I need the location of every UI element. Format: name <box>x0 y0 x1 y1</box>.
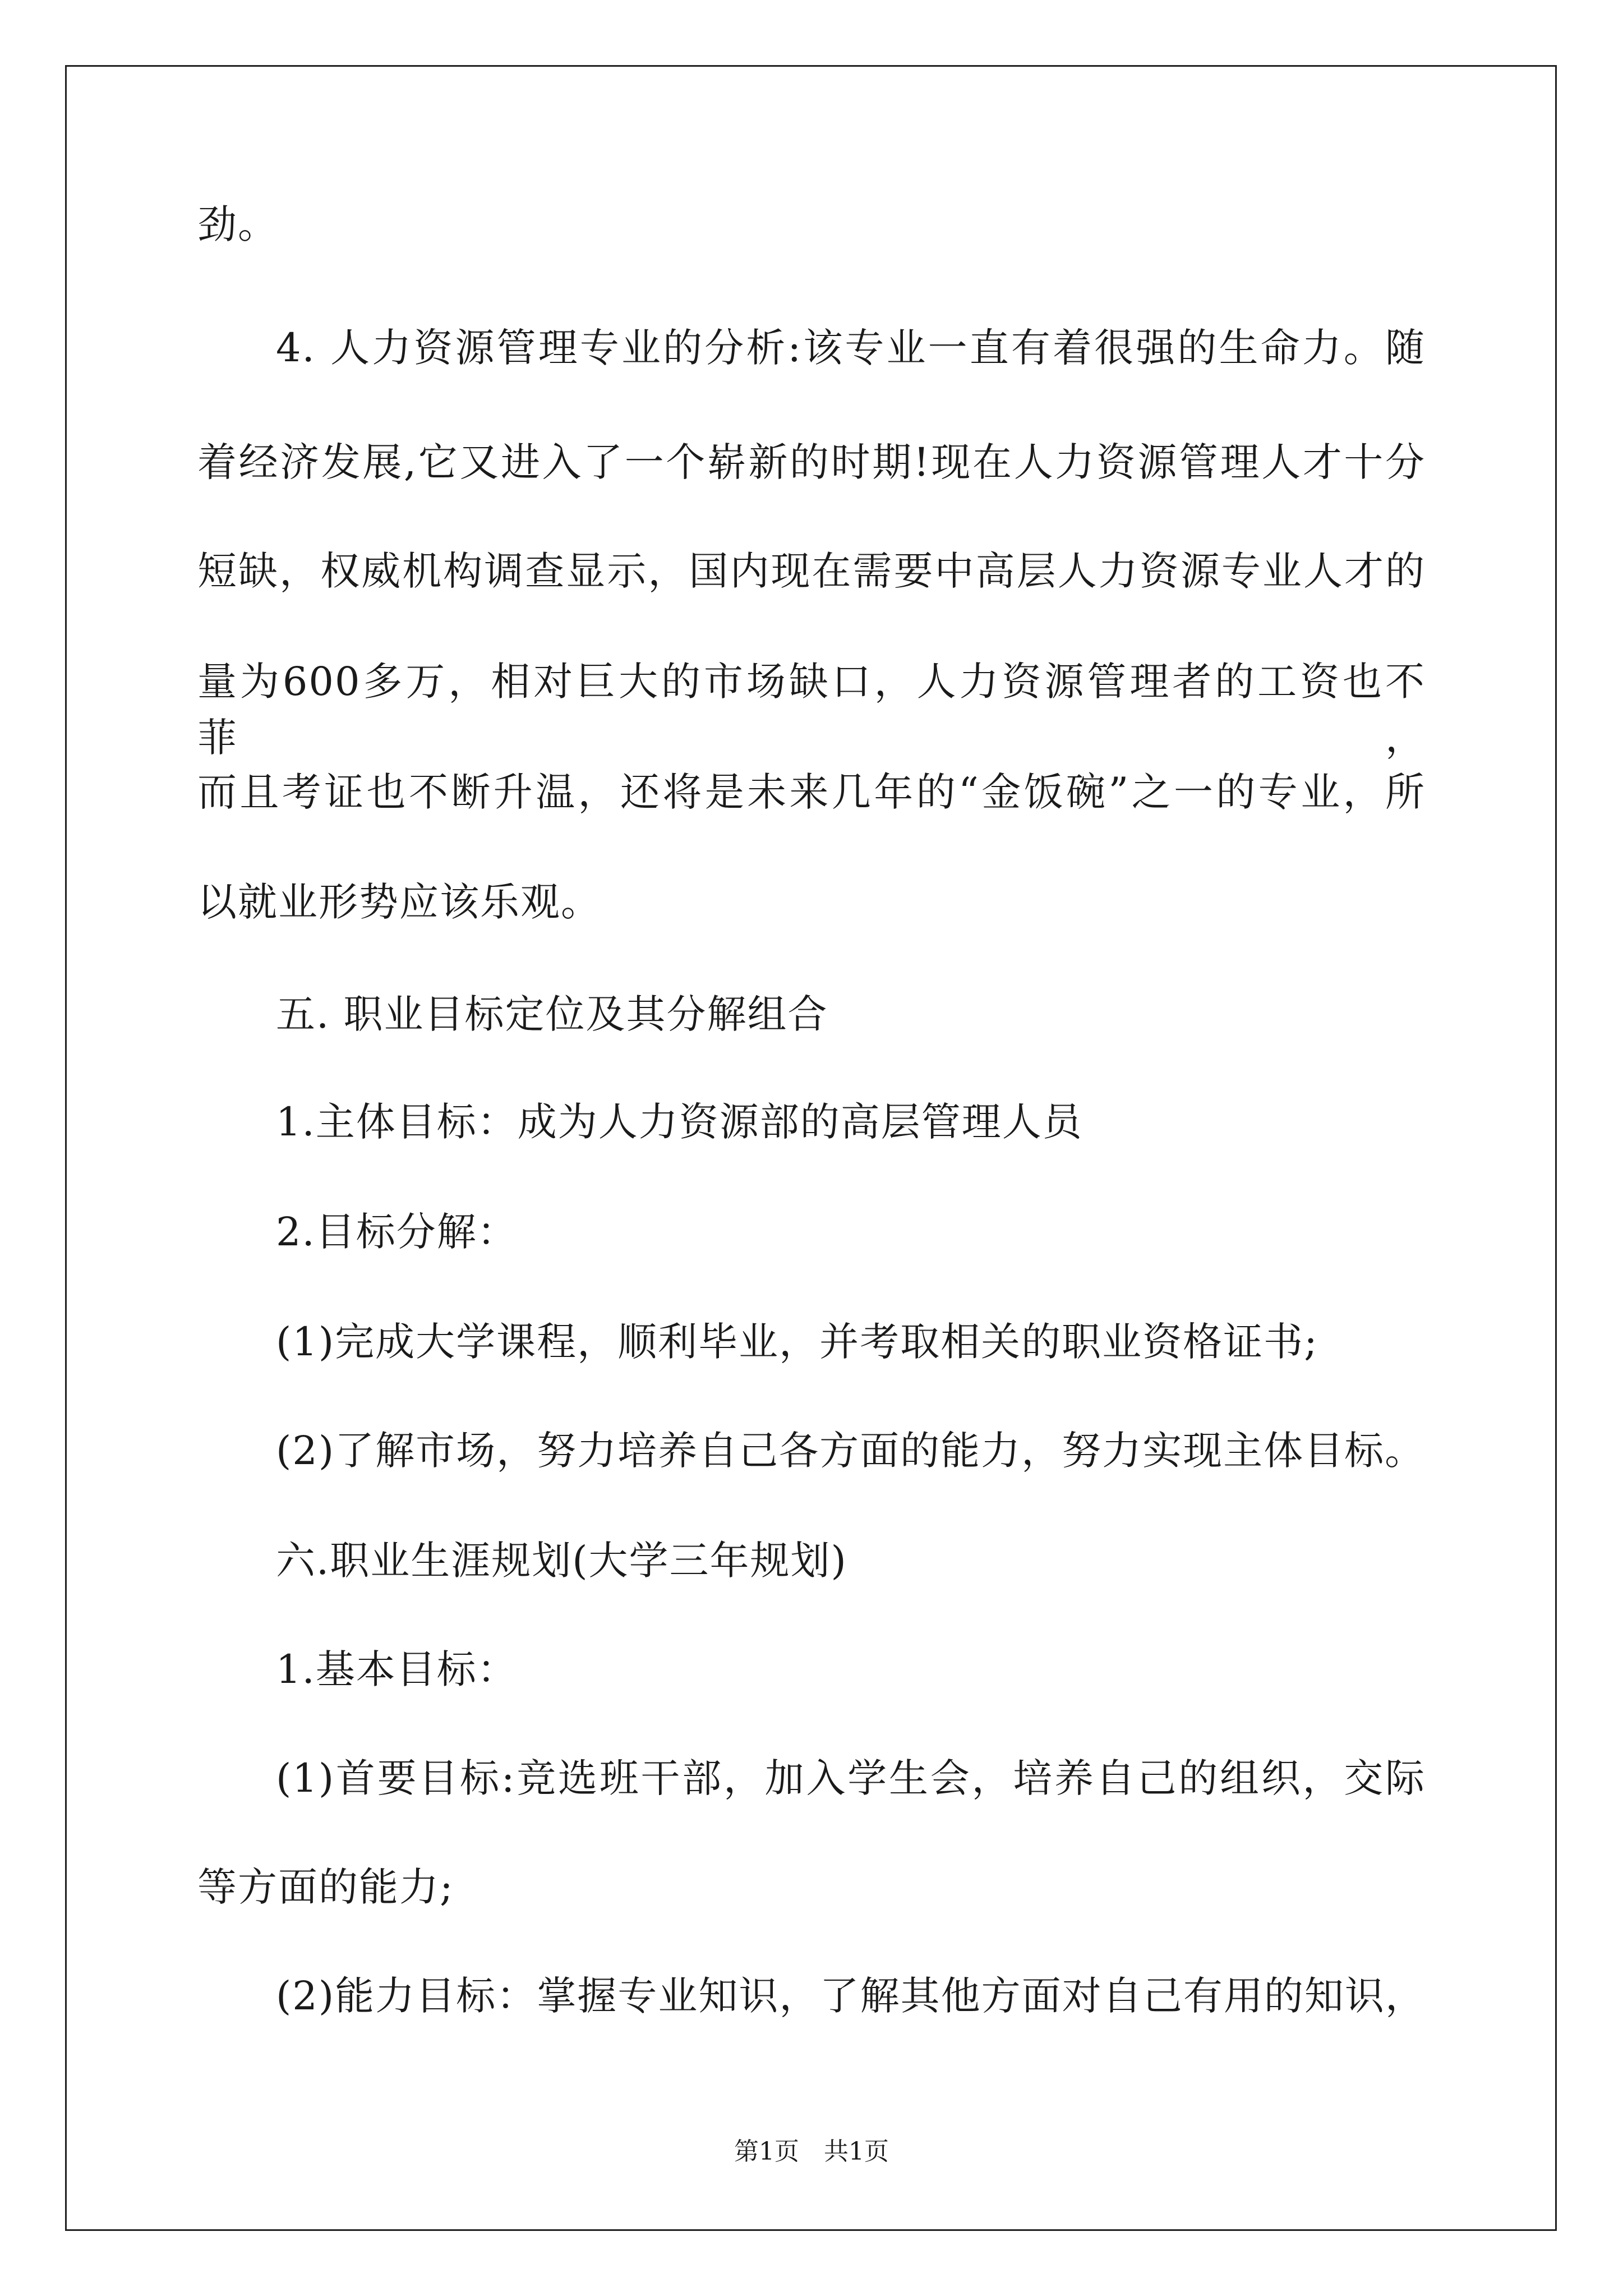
text-line-3: 着经济发展,它又进入了一个崭新的时期!现在人力资源管理人才十分 <box>197 439 1426 485</box>
section-heading-5: 五. 职业目标定位及其分解组合 <box>276 991 828 1037</box>
text-line-17: (2)能力目标：掌握专业知识，了解其他方面对自己有用的知识， <box>276 1973 1426 2019</box>
text-line-5: 量为600多万，相对巨大的市场缺口，人力资源管理者的工资也不菲， <box>197 659 1426 761</box>
text-line-16: 等方面的能力; <box>197 1864 454 1910</box>
text-line-12: (2)了解市场，努力培养自己各方面的能力，努力实现主体目标。 <box>276 1428 1426 1474</box>
text-line-10: 2.目标分解： <box>276 1209 518 1255</box>
text-line-6: 而且考证也不断升温，还将是未来几年的“金饭碗”之一的专业，所 <box>197 769 1426 815</box>
page-number-footer: 第1页 共1页 <box>734 2137 889 2166</box>
text-line-15: (1)首要目标:竞选班干部，加入学生会，培养自己的组织，交际 <box>276 1755 1426 1801</box>
text-line-14: 1.基本目标： <box>276 1646 518 1692</box>
text-line-2: 4. 人力资源管理专业的分析:该专业一直有着很强的生命力。随 <box>276 325 1426 371</box>
text-line-9: 1.主体目标：成为人力资源部的高层管理人员 <box>276 1099 1083 1145</box>
text-line-7: 以就业形势应该乐观。 <box>197 879 601 925</box>
text-line-11: (1)完成大学课程，顺利毕业，并考取相关的职业资格证书; <box>276 1319 1318 1365</box>
text-line-1: 劲。 <box>197 201 278 247</box>
text-line-4: 短缺，权威机构调查显示，国内现在需要中高层人力资源专业人才的 <box>197 548 1426 594</box>
section-heading-6: 六.职业生涯规划(大学三年规划) <box>276 1538 847 1584</box>
